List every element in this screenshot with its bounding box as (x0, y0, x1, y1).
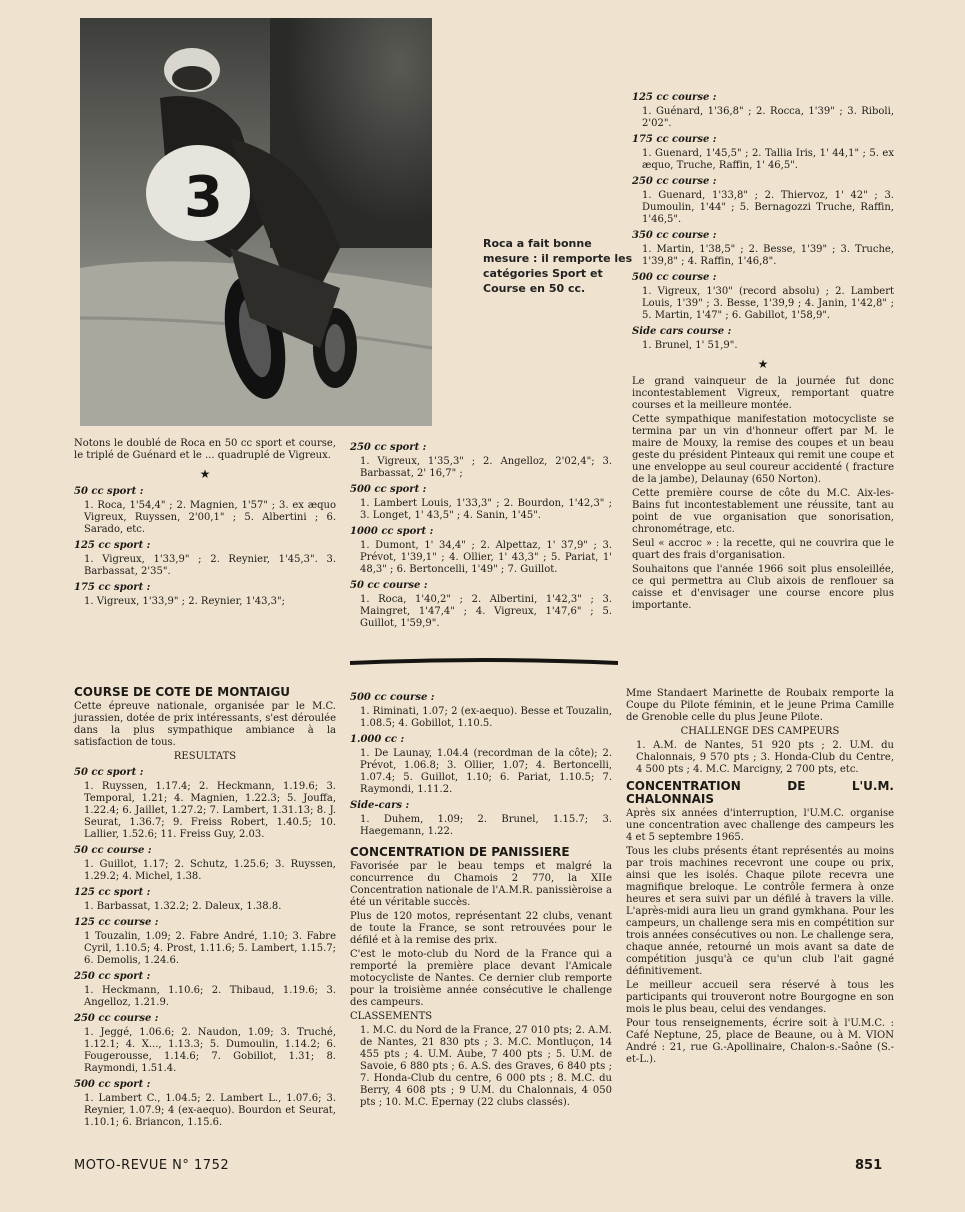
aix-section-results: 1. Dumont, 1' 34,4" ; 2. Alpettaz, 1' 37,9" ; 3. Prévot, 1'39,1" ; 4. Ollier, 1' 43,3" ; 5. Pariat, 1' 48,3" ; 6. Bertoncelli, 1'49" ; 7. Guillot. (360, 540, 612, 575)
montaigu-section-heading: 250 cc sport : (74, 971, 151, 982)
aix-section-results: 1. Guénard, 1'36,8" ; 2. Rocca, 1'39" ; 3. Riboli, 2'02". (642, 106, 894, 129)
montaigu-section-results: 1. Duhem, 1.09; 2. Brunel, 1.15.7; 3. Haegemann, 1.22. (360, 814, 612, 837)
chalonnais-col (626, 688, 894, 1068)
aix-results-col-3 (632, 88, 894, 614)
aix-section-heading: 500 cc course : (632, 272, 717, 283)
montaigu-section-heading: 50 cc sport : (74, 767, 144, 778)
motorcycle-photo-illustration (80, 18, 432, 426)
chalonnais-paragraph: Tous les clubs présents étant représentés au moins par trois machines recevront une coupe ou prix, ainsi que les isolés. Chaque pilote recevra une magnifique breloque. Le contrôle fermera à onze heures et sera suivi par un défilé à travers la ville. L'après-midi aura lieu un grand gymkhana. Pour les campeurs, un challenge sera mis en compétition sur trois années consécutives ou non. Le challenge sera, chaque année, retourné un mois avant sa date de compétition jusqu'à ce qu'un club l'ait gagné définitivement. (626, 846, 894, 977)
aix-section-heading: 125 cc course : (632, 92, 717, 103)
montaigu-section-heading: 500 cc course : (350, 692, 435, 703)
aix-results-col-2 (350, 438, 612, 632)
aix-section-results: 1. Vigreux, 1'33,9" ; 2. Reynier, 1'43,3"; (84, 596, 285, 607)
montaigu-section-heading: 500 cc sport : (74, 1079, 151, 1090)
aix-section-results: 1. Roca, 1'40,2" ; 2. Albertini, 1'42,3" ; 3. Maingret, 1'47,4" ; 4. Vigreux, 1'47,6" ; 5. Guillot, 1'59,9". (360, 594, 612, 629)
aix-section-heading: 1000 cc sport : (350, 526, 434, 537)
aix-section-results: 1. Guenard, 1'33,8" ; 2. Thiervoz, 1' 42" ; 3. Dumoulin, 1'44" ; 5. Bernagozzi Truche, Raffin, 1'46,5". (642, 190, 894, 225)
montaigu-resultats: RESULTATS (173, 751, 237, 762)
aix-section-results: 1. Guenard, 1'45,5" ; 2. Tallia Iris, 1' 44,1" ; 5. ex æquo, Truche, Raffin, 1' 46,5". (642, 148, 894, 171)
aix-section-heading: 175 cc course : (632, 134, 717, 145)
aix-section-results: 1. Vigreux, 1'35,3" ; 2. Angelloz, 2'02,4"; 3. Barbassat, 2' 16,7" ; (360, 456, 612, 479)
montaigu-section-results: 1. Heckmann, 1.10.6; 2. Thibaud, 1.19.6; 3. Angelloz, 1.21.9. (84, 985, 336, 1008)
chalonnais-paragraph: Le meilleur accueil sera réservé à tous les participants qui trouveront notre Bourgogne en son mois le plus beau, celui des vendanges. (626, 980, 894, 1015)
aix-results-col-1 (74, 438, 336, 610)
aix-section-results: 1. Vigreux, 1'33,9" ; 2. Reynier, 1'45,3". 3. Barbassat, 2'35". (84, 554, 336, 577)
aix-section-results: 1. Vigreux, 1'30" (record absolu) ; 2. Lambert Louis, 1'39" ; 3. Besse, 1'39,9 ; 4. Janin, 1'42,8" ; 5. Martin, 1'47" ; 6. Gabillot, 1'58,9". (642, 286, 894, 321)
montaigu-section-heading: 1.000 cc : (350, 734, 405, 745)
aix-section-heading: 250 cc course : (632, 176, 717, 187)
montaigu-col (74, 686, 336, 1131)
montaigu-section-heading: Side-cars : (350, 800, 410, 811)
aix-section-results: 1. Roca, 1'54,4" ; 2. Magnien, 1'57" ; 3. ex æquo Vigreux, Ruyssen, 2'00,1" ; 5. Albertini ; 6. Sarado, etc. (84, 500, 336, 535)
star-icon: ★ (757, 357, 769, 371)
aix-section-heading: 50 cc course : (350, 580, 428, 591)
classements-results: 1. M.C. du Nord de la France, 27 010 pts; 2. A.M. de Nantes, 21 830 pts ; 3. M.C. Montluçon, 14 455 pts ; 4. U.M. Aube, 7 400 pts ; 5. U.M. de Savoie, 6 880 pts ; 6. A.S. des Graves, 6 840 pts ; 7. Honda-Club du centre, 6 000 pts ; 8. M.C. du Berry, 4 608 pts ; 9 U.M. du Chalonnais, 4 050 pts ; 10. M.C. Epernay (22 clubs classés). (360, 1025, 612, 1108)
aix-section-heading: 50 cc sport : (74, 486, 144, 497)
montaigu-section-results: 1. Lambert C., 1.04.5; 2. Lambert L., 1.07.6; 3. Reynier, 1.07.9; 4 (ex-aequo). Bourdon et Seurat, 1.10.1; 6. Briancon, 1.15.6. (84, 1093, 336, 1128)
montaigu-section-heading: 50 cc course : (74, 845, 152, 856)
aix-section-heading: 250 cc sport : (350, 442, 427, 453)
montaigu-title: COURSE DE COTE DE MONTAIGU (74, 685, 291, 699)
aix-section-heading: 500 cc sport : (350, 484, 427, 495)
panissiere-paragraph: Favorisée par le beau temps et malgré la concurrence du Chamois 2 770, la XIIe Concentration nationale de l'A.M.R. panissièroise a été un véritable succès. (350, 861, 612, 908)
aix-section-results: 1. Martin, 1'38,5" ; 2. Besse, 1'39" ; 3. Truche, 1'39,8" ; 4. Raffin, 1'46,8". (642, 244, 894, 267)
aix-section-heading: 175 cc sport : (74, 582, 151, 593)
panissiere-paragraph: C'est le moto-club du Nord de la France qui a remporté la première place devant l'Amicale motocycliste de Nantes. Ce dernier club remporte pour la troisième année consécutive le challenge des campeurs. (350, 949, 612, 1008)
aix-closing-paragraph: Seul « accroc » : la recette, qui ne couvrira que le quart des frais d'organisation. (632, 538, 894, 561)
aix-closing-paragraph: Souhaitons que l'année 1966 soit plus ensoleillée, ce qui permettra au Club aixois de renflouer sa caisse et d'envisager une course encore plus importante. (632, 564, 894, 611)
montaigu-section-results: 1. Barbassat, 1.32.2; 2. Daleux, 1.38.8. (84, 901, 282, 912)
aix-closing-paragraph: Cette première course de côte du M.C. Aix-les-Bains fut incontestablement une réussite, tant au point de vue organisation que sonorisation, chronométrage, etc. (632, 488, 894, 535)
aix-closing-paragraph: Cette sympathique manifestation motocycliste se termina par un vin d'honneur offert par M. le maire de Mouxy, la remise des coupes et un beau geste du président Pinteaux qui remit une coupe et une enveloppe au seul coureur accidenté ( fracture de la jambe), Delaunay (650 Norton). (632, 414, 894, 485)
aix-intro: Notons le doublé de Roca en 50 cc sport et course, le triplé de Guénard et le ... quadruplé de Vigreux. (74, 438, 336, 461)
challenge-heading: CHALLENGE DES CAMPEURS (680, 726, 840, 737)
montaigu-section-results: 1. Guillot, 1.17; 2. Schutz, 1.25.6; 3. Ruyssen, 1.29.2; 4. Michel, 1.38. (84, 859, 336, 882)
section-divider (350, 657, 618, 667)
montaigu-section-heading: 125 cc sport : (74, 887, 151, 898)
magazine-footer: MOTO-REVUE N° 1752 (74, 1158, 230, 1173)
panissiere-title: CONCENTRATION DE PANISSIERE (350, 845, 570, 859)
panissiere-paragraph: Plus de 120 motos, représentant 22 clubs, venant de toute la France, se sont retrouvées pour le défilé et à la remise des prix. (350, 911, 612, 946)
feminin-paragraph: Mme Standaert Marinette de Roubaix remporte la Coupe du Pilote féminin, et le jeune Prima Camille de Grenoble celle du plus Jeune Pilote. (626, 688, 894, 723)
aix-closing-paragraph: Le grand vainqueur de la journée fut donc incontestablement Vigreux, remportant quatre courses et la meilleure montée. (632, 376, 894, 411)
chalonnais-paragraph: Pour tous renseignements, écrire soit à l'U.M.C. : Café Neptune, 25, place de Beaune, ou à M. VION André : 21, rue G.-Apollinaire, Chalon-s.-Saône (S.-et-L.). (626, 1018, 894, 1065)
chalonnais-title: CONCENTRATION DE L'U.M. CHALONNAIS (626, 779, 894, 806)
aix-section-heading: 350 cc course : (632, 230, 717, 241)
montaigu-section-results: 1. De Launay, 1.04.4 (recordman de la côte); 2. Prévot, 1.06.8; 3. Ollier, 1.07; 4. Bertoncelli, 1.07.4; 5. Guillot, 1.10; 6. Pariat, 1.10.5; 7. Raymondi, 1.11.2. (360, 748, 612, 795)
montaigu-section-results: 1 Touzalin, 1.09; 2. Fabre André, 1.10; 3. Fabre Cyril, 1.10.5; 4. Prost, 1.11.6; 5. Lambert, 1.15.7; 6. Demolis, 1.24.6. (84, 931, 336, 966)
classements-heading: CLASSEMENTS (350, 1011, 433, 1022)
chalonnais-paragraph: Après six années d'interruption, l'U.M.C. organise une concentration avec challenge des campeurs les 4 et 5 septembre 1965. (626, 808, 894, 843)
photo-caption: Roca a fait bonne mesure : il remporte les catégories Sport et Course en 50 cc. (483, 237, 633, 295)
aix-section-results: 1. Lambert Louis, 1'33,3" ; 2. Bourdon, 1'42,3" ; 3. Longet, 1' 43,5" ; 4. Sanin, 1'45". (360, 498, 612, 521)
page-number: 851 (855, 1158, 883, 1173)
race-photo (80, 18, 432, 426)
montaigu-section-results: 1. Riminati, 1.07; 2 (ex-aequo). Besse et Touzalin, 1.08.5; 4. Gobillot, 1.10.5. (360, 706, 612, 729)
montaigu-section-results: 1. Jeggé, 1.06.6; 2. Naudon, 1.09; 3. Truché, 1.12.1; 4. X..., 1.13.3; 5. Dumoulin, 1.14.2; 6. Fougerousse, 1.14.6; 7. Gobillot, 1.31; 8. Raymondi, 1.51.4. (84, 1027, 336, 1074)
montaigu-section-results: 1. Ruyssen, 1.17.4; 2. Heckmann, 1.19.6; 3. Temporal, 1.21; 4. Magnien, 1.22.3; 5. Jouffa, 1.22.4; 6. Jaillet, 1.27.2; 7. Lambert, 1.31.13; 8. J. Seurat, 1.36.7; 9. Freiss Robert, 1.40.5; 10. Lallier, 1.52.6; 11. Freiss Guy, 2.03. (84, 781, 336, 840)
montaigu-section-heading: 250 cc course : (74, 1013, 159, 1024)
panissiere-col (350, 688, 612, 1111)
montaigu-section-heading: 125 cc course : (74, 917, 159, 928)
bib-number: 3 (184, 165, 223, 230)
challenge-results: 1. A.M. de Nantes, 51 920 pts ; 2. U.M. du Chalonnais, 9 570 pts ; 3. Honda-Club du Centre, 4 500 pts ; 4. M.C. Marcigny, 2 700 pts, etc. (636, 740, 894, 775)
aix-section-heading: 125 cc sport : (74, 540, 151, 551)
montaigu-intro: Cette épreuve nationale, organisée par le M.C. jurassien, dotée de prix intéressants, s'est déroulée dans la plus sympathique ambiance à la satisfaction de tous. (74, 701, 336, 748)
aix-section-heading: Side cars course : (632, 326, 732, 337)
aix-section-results: 1. Brunel, 1' 51,9". (642, 340, 738, 351)
star-icon: ★ (199, 467, 211, 481)
